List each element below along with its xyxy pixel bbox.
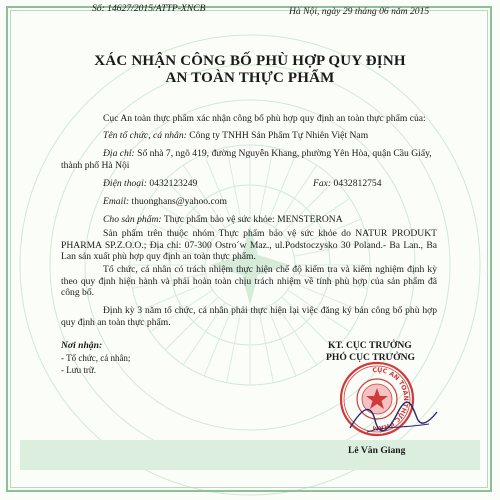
paragraph-responsibility: Tổ chức, cá nhân có trách nhiệm thực hiện chế độ kiểm tra và kiểm nghiệm định kỳ theo quy định hiện hành và phải hoàn toàn chịu trách nhiệm về tính phù hợp của sản phẩm đã công bố. (61, 264, 437, 299)
phone-label: Điện thoại: (103, 178, 147, 189)
phone-row (103, 178, 197, 190)
product-row (103, 214, 343, 226)
org-label: Tên tổ chức, cá nhân: (103, 130, 187, 141)
signer-title-1: KT. CỤC TRƯỞNG (328, 340, 412, 351)
recipient-2: - Lưu trữ. (61, 365, 96, 375)
fax-label: Fax: (313, 178, 332, 189)
signer-title-2: PHÓ CỤC TRƯỞNG (326, 352, 416, 363)
signer-name: Lê Văn Giang (348, 445, 406, 456)
handwritten-signature (345, 398, 440, 440)
fax-row (313, 178, 382, 190)
email-label: Email: (103, 196, 130, 207)
org-row (103, 130, 368, 142)
email-value: thuonghans@yahoo.com (131, 196, 227, 207)
phone-value: 0432123249 (149, 178, 198, 189)
address-line-1: Số nhà 7, ngõ 419, đường Nguyễn Khang, phường Yên Hòa, quận Cầu Giấy, (137, 148, 432, 159)
email-row (103, 196, 227, 208)
org-value: Công ty TNHH Sản Phẩm Tự Nhiên Việt Nam (189, 130, 369, 141)
paragraph-renewal: Định kỳ 3 năm tổ chức, cá nhân phải thực hiện lại việc đăng ký bản công bố phù hợp quy định an toàn thực phẩm. (61, 305, 437, 328)
address-label: Địa chỉ: (103, 148, 135, 159)
title-line-2: AN TOÀN THỰC PHẨM (165, 70, 335, 86)
address-row (103, 148, 432, 160)
recipients-heading: Nơi nhận: (61, 340, 103, 351)
recipient-1: - Tổ chức, cá nhân; (61, 353, 131, 363)
paragraph-manufacturer: Sản phẩm trên thuộc nhóm Thực phẩm bảo vệ sức khỏe do NATUR PRODUKT PHARMA SP.Z.O.O.; Địa chỉ: 07-300 Ostro´w Maz., ul.Podstoczysko 30 Poland.- Ba Lan., Ba Lan sản xuất phù hợp quy định an toàn thực phẩm. (61, 228, 437, 263)
seal-text: CỤC AN TOÀN THỰC PHẨM (372, 366, 410, 432)
place-date: Hà Nội, ngày 29 tháng 06 năm 2015 (289, 6, 430, 17)
product-value: Thực phẩm bảo vệ sức khỏe: MENSTERONA (163, 214, 343, 225)
intro-text: Cục An toàn thực phẩm xác nhận công bố phù hợp quy định an toàn thực phẩm của: (103, 113, 426, 124)
product-label: Cho sản phẩm: (103, 214, 162, 225)
title-line-1: XÁC NHẬN CÔNG BỐ PHÙ HỢP QUY ĐỊNH (94, 53, 406, 69)
document-number: Số: 14627/2015/ATTP-XNCB (92, 3, 206, 14)
address-line-2: thành phố Hà Nội (61, 160, 130, 171)
fax-value: 0432812754 (333, 178, 382, 189)
